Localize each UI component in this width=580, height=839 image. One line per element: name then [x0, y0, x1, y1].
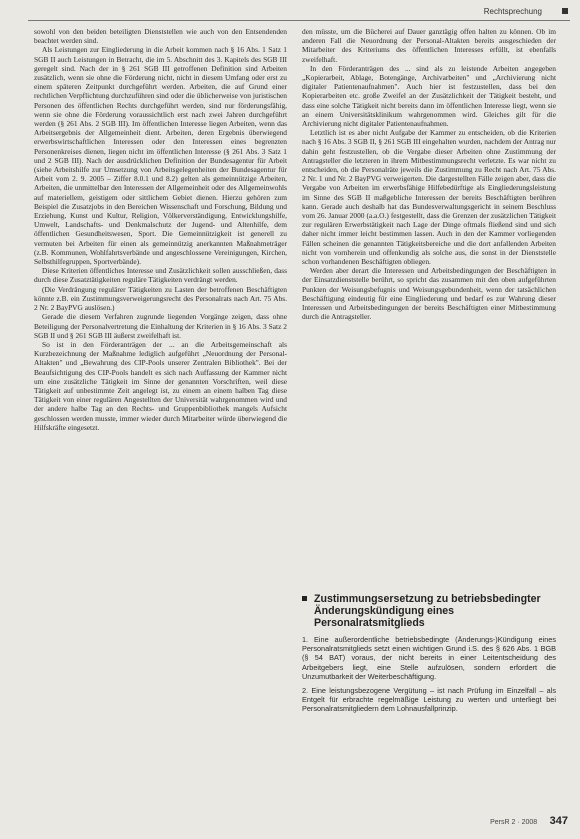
list-item: 1. Eine außerordentliche betriebsbedingte (Änderungs-)Kündigung eines Personalratsmitglieds setzt einen wichtigen Grund i.S. des § 626 Abs. 1 BGB (§ 54 BAT) voraus, der nicht bereits in einer Leitentscheidung des Arbeitgebers liegt, eine Stelle aufzulösen, sondern erfordert die Unzumutbarkeit der Weiterbeschäftigung. [302, 635, 556, 681]
list-item: 2. Eine leistungsbezogene Vergütung – ist nach Prüfung im Einzelfall – als Entgelt für erbrachte regelmäßige Leistung zu werten und unterliegt bei Personalratsmitgliedern dem Lohnausfallprinzip. [302, 686, 556, 714]
paragraph: Als Leistungen zur Eingliederung in die Arbeit kommen nach § 16 Abs. 1 Satz 1 SGB II auch Leistungen in Betracht, die im 5. Abschnitt des 3. Kapitels des SGB III geregelt sind. Nach der in § 261 SGB III getroffenen Definition sind Arbeiten zusätzlich, wenn sie ohne die Förderung nicht, nicht in diesem Umfang oder erst zu einem späteren Zeitpunkt durchgeführt werden. Arbeiten, die auf Grund einer rechtlichen Verpflichtung durchzuführen sind oder die üblicherweise von juristischen Personen des öffentlichen Rechts durchgeführt werden, sind nur förderungsfähig, wenn sie ohne die Förderung voraussichtlich erst nach zwei Jahren durchgeführt werden (§ 261 Abs. 2 SGB III). Im öffentlichen Interesse liegen Arbeiten, wenn das Arbeitsergebnis der Allgemeinheit dient. Arbeiten, deren Ergebnis überwiegend erwerbswirtschaftlichen Interessen oder den Interessen eines begrenzten Personenkreises dienen, liegen nicht im öffentlichen Interesse (§ 261 Abs. 3 Satz 1 und 2 SGB III). Nach der ausdrücklichen Definition der Bundesagentur für Arbeit (siehe Arbeitshilfe zur Umsetzung von Arbeitsgelegenheiten der Bundesagentur für Arbeit vom 2. 9. 2005 – Ziffer 8.0.1 und 8.2) gelten als gemeinnützige Arbeiten, Arbeiten, die unmittelbar den Interessen der Allgemeinheit oder des Allgemeinwohls auf materiellem, geistigem oder sittlichem Gebiet dienen. Hierzu gehören zum Beispiel die Zusatzjobs in den Bereichen Wissenschaft und Forschung, Bildung und Erziehung, Kunst und Kultur, Religion, Völkerverständigung, Entwicklungshilfe, Umwelt, Landschafts- und Denkmalschutz der Jugend- und Altenhilfe, dem öffentlichen Gesundheitswesen, Sport. Die Gemeinnützigkeit ist generell zu vermuten bei Arbeiten für einen als gemeinnützig anerkannten Maßnahmeträger (z.B. Kommunen, Wohlfahrtsverbände und angeschlossene Vereinigungen, Kirchen, Selbsthilfegruppen, Sportverbände). [34, 45, 287, 267]
decision-section [302, 593, 556, 719]
paragraph: Werden aber derart die Interessen und Arbeitsbedingungen der Beschäftigten in der Einsatzdienststelle berührt, so spricht das zusammen mit den oben aufgeführten Punkten der Weisungsbefugnis und Weisungsgebundenheit, wenn der tatsächlichen Beschäftigung eindeutig für eine Eingliederung und bedarf es zur Wahrung dieser Interessen und Arbeitsbedingungen der bereits Beschäftigten einer Mitbestimmung durch die Antragsteller. [302, 266, 556, 322]
paragraph: (Die Verdrängung regulärer Tätigkeiten zu Lasten der betroffenen Beschäftigten könnte z.B. ein Zustimmungsverweigerungsrecht des Personalrats nach Art. 75 Abs. 2 Nr. 2 BayPVG auslösen.) [34, 284, 287, 313]
header-rule [28, 20, 570, 21]
paragraph: Diese Kriterien öffentliches Interesse und Zusätzlichkeit sollen ausschließen, dass durch diese Zusatztätigkeiten reguläre Tätigkeiten verdrängt werden. [34, 266, 287, 285]
page-number: 347 [549, 815, 568, 827]
issue-label: PersR 2 · 2008 [490, 819, 538, 826]
running-header: Rechtsprechung [483, 7, 542, 16]
paragraph: Letztlich ist es aber nicht Aufgabe der Kammer zu entscheiden, ob die Kriterien nach § 16 Abs. 3 SGB II, § 261 SGB III eingehalten wurden, nachdem der Antrag nur dahin geht festzustellen, ob die Vergabe dieser Arbeiten ohne Zustimmung der Antragsteller die letzteren in ihrem Mitbestimmungsrecht verletzte. Es war nicht zu entscheiden, ob die Personalräte jeweils die Zustimmung zu Recht nach Art. 75 Abs. 2 Nr. 1 und Nr. 2 BayPVG verweigerten. Die dargestellten Fälle zeigen aber, dass die Vergabe von Arbeiten im erwerbsfähige Hilfebedürftige als Eingliederungsleistung im Sinne des SGB II maßgebliche Interessen der bereits Beschäftigten berühren kann. Gerade auch deshalb hat das Bundesverwaltungsgericht in seinem Beschluss vom 26. Januar 2000 (a.a.O.) festgestellt, dass die Grenzen der zusätzlichen Tätigkeit zur regulären Erwerbstätigkeit nach Lage der Dinge oftmals fließend sind und sich daher nicht immer leicht bestimmen lassen. Auch in den der Kammer vorliegenden Fällen scheinen die genannten Tätigkeitsbereiche und die dort anfallenden Arbeiten nicht von vornherein und offenkundig als solche aus, die sonst in der Dienststelle schon vorhandenen Beschäftigten obliegen. [302, 128, 556, 267]
bullet-square-icon [302, 596, 307, 601]
right-column-body [302, 27, 556, 583]
header-marker [562, 8, 568, 14]
guiding-principles-list [302, 635, 556, 714]
section-heading-text: Zustimmungsersetzung zu betriebsbedingter Änderungskündigung eines Personalratsmitglieds [314, 593, 541, 629]
paragraph: sowohl von den beiden beteiligten Dienststellen wie auch von den Entsendenden beachtet werden sind. [34, 27, 287, 46]
paragraph: den müsste, um die Bücherei auf Dauer ganztägig offen halten zu können. Ob im anderen Fall die Neuordnung der Personal-Altakten bereits ausgeschieden der Mitarbeiter des Kriteriums des öffentlichen Interesses erfüllt, ist ebenfalls zweifelhaft. [302, 27, 556, 64]
section-heading [302, 593, 556, 629]
left-column [34, 27, 287, 799]
paragraph: So ist in den Förderanträgen der ... an die Arbeitsgemeinschaft als Kurzbezeichnung der Maßnahme lediglich aufgeführt „Neuordnung der Personal-Altakten" und „Bewahrung des CIP-Pools unserer Zentralen Bibliothek". Bei der Beaufsichtigung des CIP-Pools handelt es sich nach Auffassung der Kammer nicht um eine zusätzliche Tätigkeit im Sinne der genannten Vorschriften, weil diese Tätigkeit auf unbestimmte Zeit angelegt ist, zu einem an einem halben Tag diese Tätigkeit von einer regulären Angestellten der Universität wahrgenommen wird und der andere halbe Tag an den Rechts- und Gruppenbibliothek mangels Aufsicht geschlossen werden musste, immer wieder durch Mitarbeiter würde überwiegend die Hilfskräfte eingesetzt. [34, 339, 287, 432]
page-footer [490, 811, 568, 829]
paragraph: In den Förderanträgen des ... sind als zu leistende Arbeiten angegeben „Kopierarbeit, Ablage, Botengänge, Archivarbeiten" und „Archivierung nicht digitaler Patientenaufnahmen". Auch hier ist festzustellen, dass bei den Kopierarbeiten etc. große Zweifel an der Zusätzlichkeit der Tätigkeit besteht, und dass eine solche Tätigkeit nicht bereits dann im öffentlichen Interesse liegt, wenn sie an einem Universitätsklinikum wahrgenommen wird. Gleiches gilt für die Archivierung nicht digitaler Patientenaufnahmen. [302, 63, 556, 129]
paragraph: Gerade die diesem Verfahren zugrunde liegenden Vorgänge zeigen, dass ohne Beteiligung der Personalvertretung die Einhaltung der Kriterien in § 16 Abs. 3 Satz 2 SGB II und § 261 SGB III äußerst zweifelhaft ist. [34, 312, 287, 340]
